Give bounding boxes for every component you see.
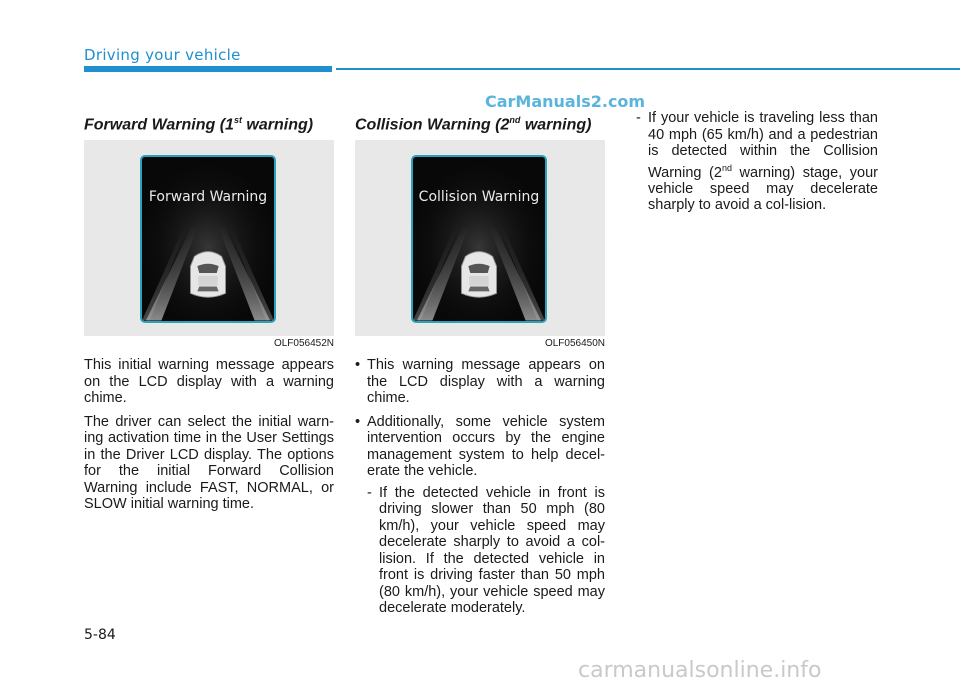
figure-code: OLF056450N [544, 338, 605, 349]
lcd-screen [140, 155, 276, 323]
column-forward-warning [84, 110, 334, 513]
forward-warning-figure [84, 140, 334, 336]
figure-code: OLF056452N [273, 338, 334, 349]
bullet-item: • This warning message appears on the LCD display with a warning chime. [355, 357, 605, 407]
collision-warning-heading: Collision Warning (2nd warning) [355, 115, 592, 134]
paragraph: The driver can select the initial warn-ing activation time in the User Settings in the Driver LCD display. The options for the initial Forward Collision Warning include FAST, NORMAL, or SLOW initial warning time. [84, 413, 334, 512]
road-lanes-graphic [142, 157, 274, 321]
bullet-item: • Additionally, some vehicle system intervention occurs by the engine management system to help decel-erate the vehicle. [355, 414, 605, 480]
sub-item: - If your vehicle is traveling less than 40 mph (65 km/h) and a pedestrian is detected within the Collision Warning (2nd warning) stage, your vehicle speed may decelerate sharply to avoid a col-lision. [636, 110, 878, 214]
header-rule-thin [336, 68, 960, 70]
sub-item: - If the detected vehicle in front is driving slower than 50 mph (80 km/h), your vehicle speed may decelerate sharply to avoid a col-lision. If the detected vehicle in front is driving faster than 50 mph (80 km/h), your vehicle speed may decelerate moderately. [367, 484, 605, 616]
lcd-screen [411, 155, 547, 323]
section-title: Driving your vehicle [84, 46, 241, 64]
collision-warning-figure [355, 140, 605, 336]
column-collision-warning [355, 110, 605, 617]
lcd-collision-warning-text: Collision Warning [418, 189, 540, 205]
bullet-list [355, 357, 605, 480]
column-continued [626, 110, 878, 214]
watermark-top: CarManuals2.com [485, 92, 646, 111]
car-top-view-icon [191, 252, 226, 298]
page-number: 5-84 [84, 627, 116, 643]
watermark-bottom: carmanualsonline.info [578, 658, 822, 683]
forward-warning-heading: Forward Warning (1st warning) [84, 115, 314, 134]
paragraph: This initial warning message appears on the LCD display with a warning chime. [84, 357, 334, 406]
lcd-forward-warning-text: Forward Warning [148, 189, 268, 205]
car-top-view-icon [462, 252, 497, 298]
road-lanes-graphic [413, 157, 545, 321]
header-rule-thick [84, 66, 332, 72]
